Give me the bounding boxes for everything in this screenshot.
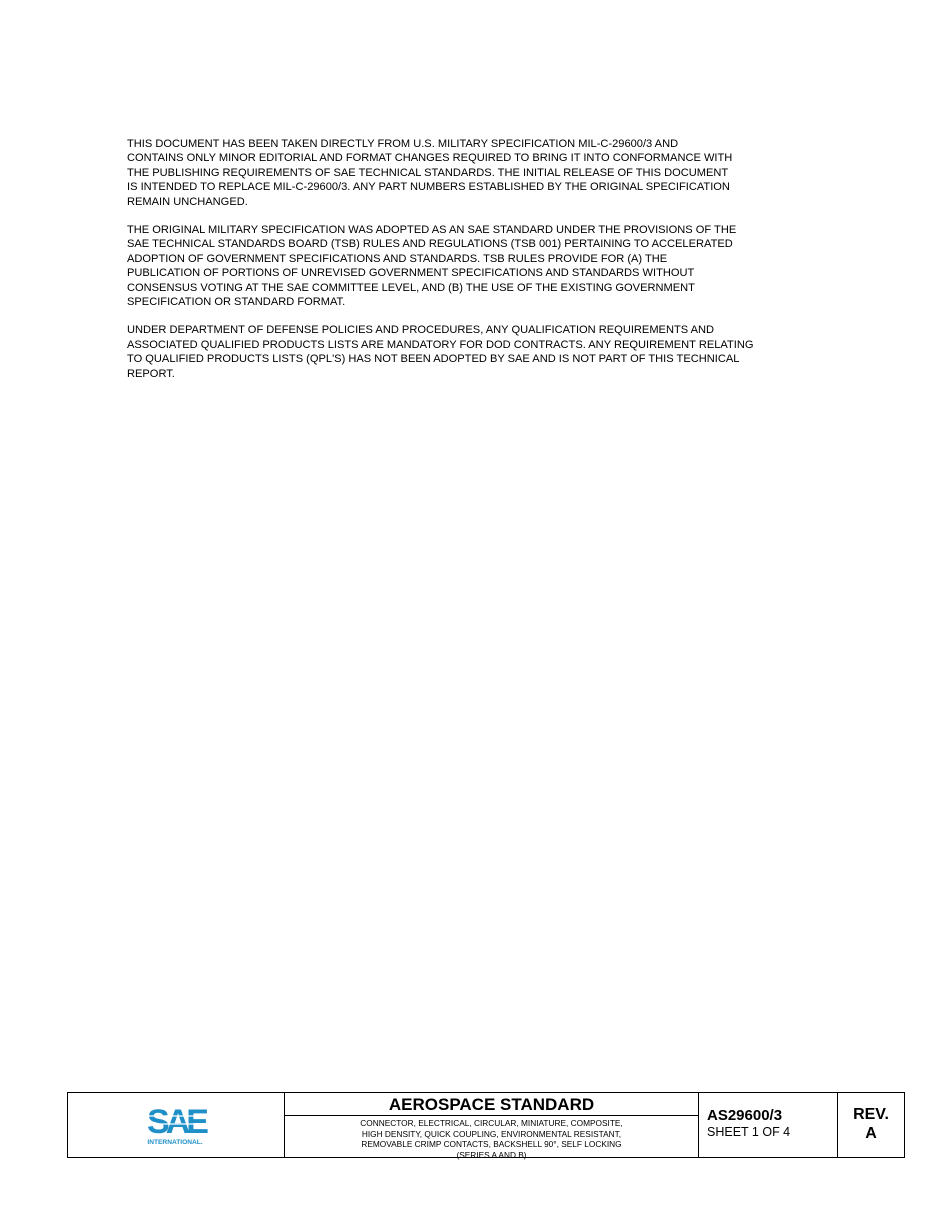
svg-text:SAE: SAE bbox=[147, 1103, 205, 1141]
description-line: HIGH DENSITY, QUICK COUPLING, ENVIRONMENTAL RESISTANT, bbox=[361, 1128, 622, 1139]
logo-cell bbox=[68, 1093, 285, 1157]
paragraph-qualification: UNDER DEPARTMENT OF DEFENSE POLICIES AND PROCEDURES, ANY QUALIFICATION REQUIREMENTS AND ASSOCIATED QUALIFIED PRODUCTS LISTS ARE MANDATORY FOR DOD CONTRACTS. ANY REQUIREMENT RELATING TO QUALIFIED PRODUCTS LISTS (QPL'S) HAS NOT BEEN ADOPTED BY SAE AND IS NOT PART OF THIS TECHNICAL REPORT. bbox=[127, 324, 754, 380]
standard-description bbox=[285, 1116, 698, 1160]
revision-label: REV. bbox=[853, 1106, 889, 1123]
description-line: CONNECTOR, ELECTRICAL, CIRCULAR, MINIATURE, COMPOSITE, bbox=[360, 1118, 623, 1128]
standard-heading: AEROSPACE STANDARD bbox=[285, 1093, 698, 1116]
document-number: AS29600/3 bbox=[707, 1107, 783, 1124]
title-block bbox=[67, 1092, 905, 1158]
document-number-cell bbox=[699, 1093, 838, 1157]
revision-cell bbox=[838, 1093, 904, 1157]
description-line: REMOVABLE CRIMP CONTACTS, BACKSHELL 90°, SELF LOCKING bbox=[361, 1139, 622, 1149]
paragraph-adoption: THE ORIGINAL MILITARY SPECIFICATION WAS ADOPTED AS AN SAE STANDARD UNDER THE PROVISIONS OF THE SAE TECHNICAL STANDARDS BOARD (TSB) RULES AND REGULATIONS (TSB 001) PERTAINING TO ACCELERATED ADOPTION OF GOVERNMENT SPECIFICATIONS AND STANDARDS. TSB RULES PROVIDE FOR (A) THE PUBLICATION OF PORTIONS OF UNREVISED GOVERNMENT SPECIFICATIONS AND STANDARDS WITHOUT CONSENSUS VOTING AT THE SAE COMMITTEE LEVEL, AND (B) THE USE OF THE EXISTING GOVERNMENT SPECIFICATION OR STANDARD FORMAT. bbox=[127, 224, 737, 309]
revision-value: A bbox=[865, 1125, 877, 1142]
svg-text:INTERNATIONAL.: INTERNATIONAL. bbox=[147, 1139, 203, 1146]
description-line: (SERIES A AND B) bbox=[456, 1149, 527, 1160]
document-body bbox=[127, 137, 847, 395]
paragraph-origin: THIS DOCUMENT HAS BEEN TAKEN DIRECTLY FROM U.S. MILITARY SPECIFICATION MIL-C-29600/3 AND CONTAINS ONLY MINOR EDITORIAL AND FORMAT CHANGES REQUIRED TO BRING IT INTO CONFORMANCE WITH THE PUBLISHING REQUIREMENTS OF SAE TECHNICAL STANDARDS. THE INITIAL RELEASE OF THIS DOCUMENT IS INTENDED TO REPLACE MIL-C-29600/3. ANY PART NUMBERS ESTABLISHED BY THE ORIGINAL SPECIFICATION REMAIN UNCHANGED. bbox=[127, 138, 733, 208]
sheet-count: SHEET 1 OF 4 bbox=[707, 1125, 791, 1139]
sae-logo bbox=[142, 1103, 210, 1147]
title-cell bbox=[285, 1093, 699, 1160]
